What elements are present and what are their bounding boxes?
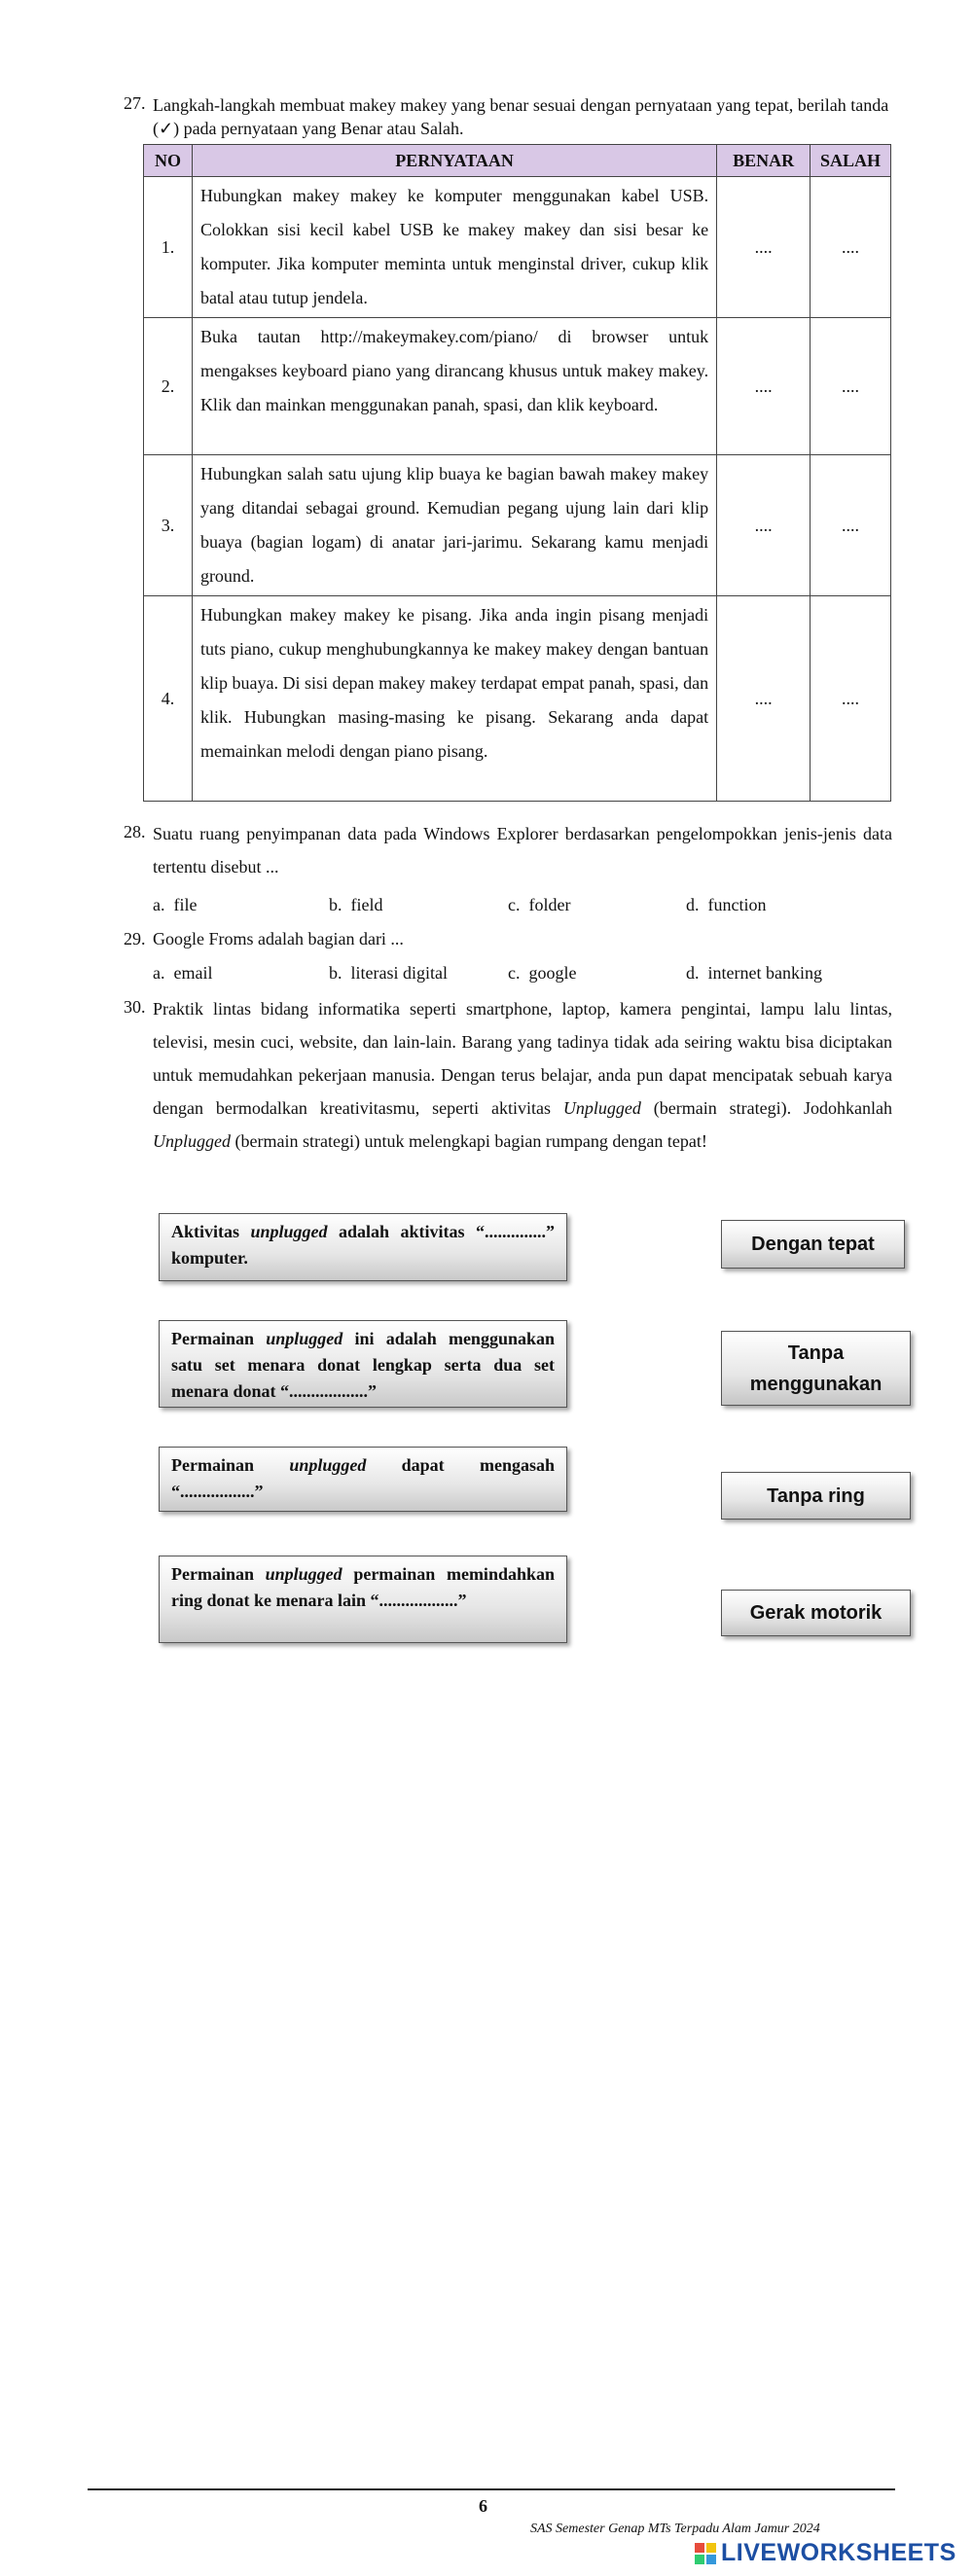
q27-table [143,144,891,802]
salah-blank[interactable]: .... [811,596,891,802]
row-number: 4. [144,596,193,802]
q28-option-a[interactable] [153,895,198,915]
option-letter: c. [508,963,521,983]
row-number: 1. [144,177,193,318]
table-row [144,318,891,455]
option-letter: b. [329,963,342,983]
benar-blank[interactable]: .... [717,177,811,318]
prompt-italic: unplugged [250,1222,328,1241]
prompt-text: ini adalah menggunakan satu set menara donat lengkap serta dua set menara donat “..................” [171,1329,555,1401]
row-number: 3. [144,455,193,596]
header-no: NO [144,145,193,177]
match-prompt-1[interactable] [159,1213,567,1281]
brand-text: LIVEWORKSHEETS [721,2539,956,2566]
match-answer-1[interactable]: Dengan tepat [721,1220,905,1269]
option-letter: a. [153,895,165,914]
option-text: literasi digital [350,963,448,983]
table-header-row [144,145,891,177]
option-text: folder [528,895,571,914]
q29-option-c[interactable] [508,963,577,984]
option-letter: c. [508,895,521,914]
row-number: 2. [144,318,193,455]
prompt-text: adalah aktivitas “..............” komputer. [171,1222,556,1268]
row-statement: Buka tautan http://makeymakey.com/piano/ di browser untuk mengakses keyboard piano yang dirancang khusus untuk makey makey. Klik dan mainkan menggunakan panah, spasi, dan klik keyboard. [192,318,716,455]
q28-number: 28. [124,822,146,841]
header-benar: BENAR [717,145,811,177]
row-statement: Hubungkan salah satu ujung klip buaya ke bagian bawah makey makey yang ditandai sebagai ground. Kemudian pegang ujung lain dari klip buaya (bagian logam) di anatar jari-jarimu. Sekarang kamu menjadi ground. [192,455,716,596]
prompt-italic: unplugged [266,1329,343,1348]
q30-text-part: (bermain strategi) untuk melengkapi bagian rumpang dengan tepat! [231,1131,707,1151]
benar-blank[interactable]: .... [717,318,811,455]
salah-blank[interactable]: .... [811,177,891,318]
q29-option-d[interactable] [686,963,822,984]
q30-text [153,992,892,1158]
q29-text: Google Froms adalah bagian dari ... [153,929,404,948]
match-answer-4[interactable]: Gerak motorik [721,1590,911,1636]
header-pernyataan: PERNYATAAN [192,145,716,177]
option-letter: a. [153,963,165,983]
option-letter: d. [686,895,700,914]
q28-text: Suatu ruang penyimpanan data pada Windows Explorer berdasarkan pengelompokkan jenis-jenis data tertentu disebut ... [153,824,892,877]
q29-option-a[interactable] [153,963,212,984]
prompt-text: dapat mengasah “.................” [171,1455,555,1501]
option-text: field [350,895,383,914]
benar-blank[interactable]: .... [717,455,811,596]
option-letter: d. [686,963,700,983]
q30-italic: Unplugged [153,1131,231,1151]
liveworksheets-logo [694,2539,956,2567]
row-statement: Hubungkan makey makey ke komputer menggunakan kabel USB. Colokkan sisi kecil kabel USB ke makey makey dan sisi besar ke komputer. Jika komputer meminta untuk menginstal driver, cukup klik batal atau tutup jendela. [192,177,716,318]
table-row [144,177,891,318]
prompt-text: Aktivitas [171,1222,251,1241]
q27-text: Langkah-langkah membuat makey makey yang benar sesuai dengan pernyataan yang tepat, berilah tanda (✓) pada pernyataan yang Benar atau Salah. [153,95,889,138]
header-salah: SALAH [811,145,891,177]
q30-text-part: (bermain strategi). Jodohkanlah [640,1098,892,1118]
q28-option-c[interactable] [508,895,570,915]
table-row [144,455,891,596]
match-answer-2[interactable]: Tanpa menggunakan [721,1331,911,1406]
option-text: internet banking [707,963,822,983]
q30-number: 30. [124,997,146,1017]
option-text: google [528,963,577,983]
salah-blank[interactable]: .... [811,318,891,455]
q28-option-b[interactable] [329,895,383,915]
option-letter: b. [329,895,342,914]
prompt-text: Permainan [171,1455,290,1475]
option-text: email [173,963,213,983]
footer-divider [88,2488,895,2490]
q30-text-part: Praktik lintas bidang informatika seperti smartphone, laptop, kamera pengintai, lampu lalu lintas, televisi, mesin cuci, website, dan lain-lain. Barang yang tadinya tidak ada seiring waktu bisa diciptakan untuk memudahkan pekerjaan manusia. Dengan terus belajar, anda pun dapat mencipatak sebuah karya dengan bermodalkan kreativitasmu, seperti aktivitas [153,999,892,1118]
prompt-text: Permainan [171,1564,266,1584]
match-prompt-3[interactable] [159,1447,567,1512]
page-number: 6 [479,2496,487,2516]
match-prompt-4[interactable] [159,1556,567,1643]
match-answer-3[interactable]: Tanpa ring [721,1472,911,1520]
salah-blank[interactable]: .... [811,455,891,596]
match-prompt-2[interactable] [159,1320,567,1408]
q30-italic: Unplugged [562,1098,641,1118]
q29-number: 29. [124,929,146,948]
prompt-text: permainan memindahkan ring donat ke menara lain “..................” [171,1564,555,1610]
prompt-italic: unplugged [289,1455,367,1475]
q28-option-d[interactable] [686,895,767,915]
liveworksheets-icon [694,2542,717,2565]
prompt-italic: unplugged [265,1564,342,1584]
q29-option-b[interactable] [329,963,448,984]
option-text: file [173,895,198,914]
prompt-text: Permainan [171,1329,267,1348]
footer-caption: SAS Semester Genap MTs Terpadu Alam Jamur 2024 [530,2522,820,2536]
option-text: function [707,895,767,914]
q27-number: 27. [124,93,146,113]
table-row [144,596,891,802]
benar-blank[interactable]: .... [717,596,811,802]
row-statement: Hubungkan makey makey ke pisang. Jika anda ingin pisang menjadi tuts piano, cukup menghubungkannya ke makey makey dengan bantuan klip buaya. Di sisi depan makey makey terdapat empat panah, spasi, dan klik. Hubungkan masing-masing ke pisang. Sekarang anda dapat memainkan melodi dengan piano pisang. [192,596,716,802]
